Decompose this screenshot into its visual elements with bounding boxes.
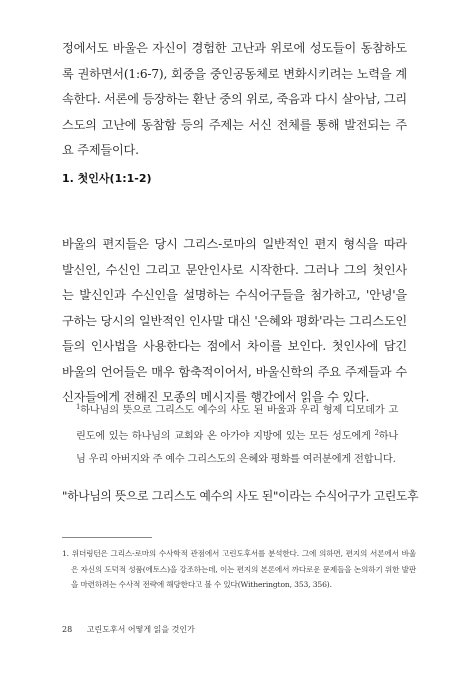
footnote: 1. 위더링턴은 그리스-로마의 수사학적 관점에서 고린도후서를 분석한다. 그에 의하면, 편지의 서론에서 바울은 자신의 도덕적 성품(에토스)을 강조하는데, 이는 편지의 본론에서 까다로운 문제들을 논의하기 위한 발판을 마련하려는 수사적 전략에 해당한다고 볼 수 있다(Witherington, 353, 356). [62,549,416,590]
body-paragraph: 바울의 편지들은 당시 그리스-로마의 일반적인 편지 형식을 따라 발신인, 수신인 그리고 문안인사로 시작한다. 그러나 그의 첫인사는 발신인과 수신인을 설명하는 수식어구들을 첨가하고, '안녕'을 구하는 당시의 일반적인 인사말 대신 '은혜와 평화'라는 그리스도인들의 인사법을 사용한다는 점에서 차이를 보인다. 첫인사에 담긴 바울의 언어들은 매우 함축적이어서, 바울신학의 주요 주제들과 수신자들에게 전해진 모종의 메시지를 행간에서 읽을 수 있다. [62,237,407,404]
verse-number-2: 2 [374,429,379,438]
running-title: 고린도후서 어떻게 읽을 것인가 [86,625,195,634]
section-heading: 1. 첫인사(1:1-2) [62,172,152,185]
footnote-divider [62,537,152,538]
verse-text-2: 하나님 우리 아버지와 주 예수 그리스도의 은혜와 평화를 여러분에게 전합니다. [76,431,398,466]
intro-paragraph: 정에서도 바울은 자신이 경험한 고난과 위로에 성도들이 동참하도록 권하면서(1:6-7), 회중을 중인공동체로 변화시키려는 노력을 계속한다. 서론에 등장하는 환난 중의 위로, 죽음과 다시 살아남, 그리스도의 고난에 동참함 등의 주제는 서신 전체를 통해 발전되는 주요 주제들이다. [62,41,407,157]
verse-text-1: 하나님의 뜻으로 그리스도 예수의 사도 된 바울과 우리 형제 디모데가 고린도에 있는 하나님의 교회와 온 아가야 지방에 있는 모든 성도에게 [76,405,398,443]
verse-number-1: 1 [76,403,81,411]
scripture-quote [76,396,398,472]
page-number: 28 [62,625,73,634]
next-paragraph-start: "하나님의 뜻으로 그리스도 예수의 사도 된"이라는 수식어구가 고린도후 [62,489,419,503]
page-footer [62,624,195,635]
